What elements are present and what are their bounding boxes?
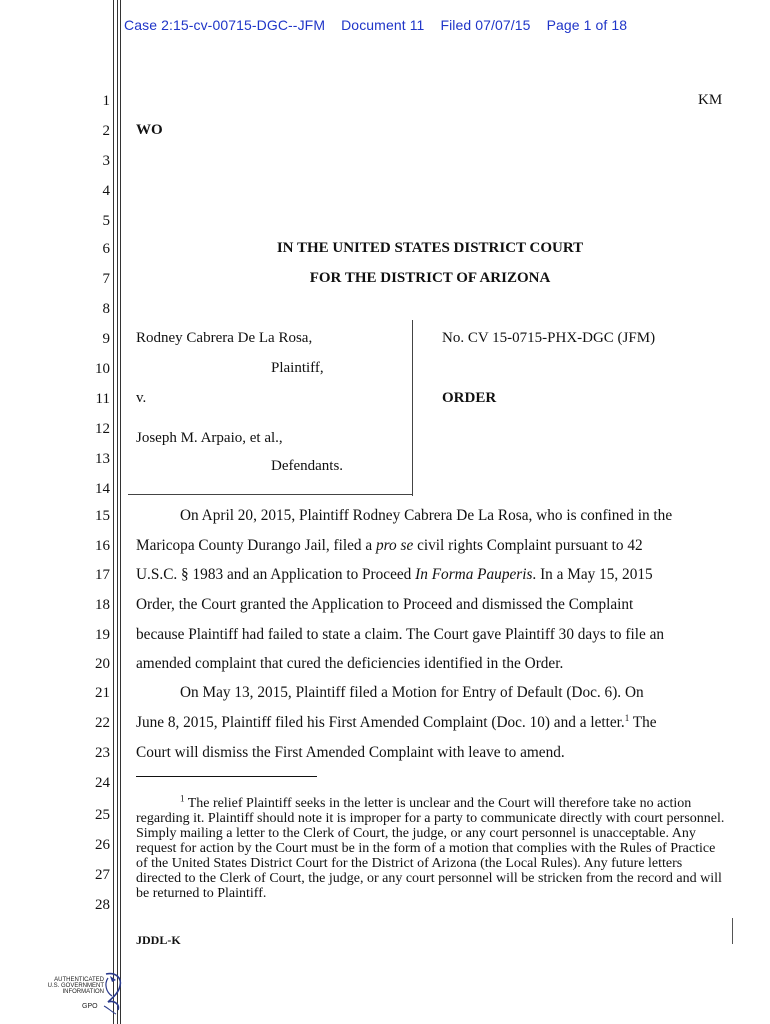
- text-run: The: [629, 714, 657, 731]
- line-number: 6: [102, 241, 110, 257]
- line-number: 15: [95, 508, 110, 524]
- line-number: 4: [102, 183, 110, 199]
- margin-rule: [117, 0, 118, 1024]
- footnote-reference[interactable]: 1: [624, 712, 630, 723]
- plaintiff-role: Plaintiff,: [271, 360, 324, 376]
- footnote: [136, 793, 730, 901]
- body-line: Court will dismiss the First Amended Complaint with leave to amend.: [136, 744, 565, 761]
- versus: v.: [136, 390, 147, 406]
- gpo-authentication-seal: [46, 970, 128, 1016]
- text-run: June 8, 2015, Plaintiff filed his First Amended Complaint (Doc. 10) and a letter.: [136, 714, 625, 731]
- line-number: 26: [95, 837, 110, 853]
- case-header: [124, 17, 639, 33]
- line-number: 13: [95, 451, 110, 467]
- case-no: No. CV 15-0715-PHX-DGC (JFM): [442, 330, 656, 346]
- line-number: 9: [102, 331, 110, 347]
- line-number: 22: [95, 715, 110, 731]
- seal-line: AUTHENTICATED: [54, 977, 104, 983]
- body-line: On May 13, 2015, Plaintiff filed a Motion for Entry of Default (Doc. 6). On: [180, 684, 644, 701]
- line-number: 18: [95, 597, 110, 613]
- seal-label: GPO: [82, 1003, 98, 1010]
- defendant-role: Defendants.: [271, 458, 344, 474]
- line-number: 14: [95, 481, 110, 497]
- text-run: . In a May 15, 2015: [532, 566, 653, 583]
- body-line: Order, the Court granted the Application to Proceed and dismissed the Complaint: [136, 596, 634, 613]
- line-number: 25: [95, 807, 110, 823]
- line-number: 2: [102, 123, 110, 139]
- caption-bracket-horizontal: [128, 494, 413, 495]
- footnote-divider: [136, 776, 317, 777]
- plaintiff-name: Rodney Cabrera De La Rosa,: [136, 330, 313, 346]
- court-district: FOR THE DISTRICT OF ARIZONA: [309, 270, 551, 286]
- caption-bracket-vertical: [412, 320, 413, 496]
- line-number: 21: [95, 685, 110, 701]
- line-number: 12: [95, 421, 110, 437]
- line-number: 24: [95, 775, 110, 791]
- line-number: 17: [95, 567, 110, 583]
- document-title: ORDER: [442, 390, 497, 406]
- line-number: 3: [102, 153, 110, 169]
- defendant-name: Joseph M. Arpaio, et al.,: [136, 430, 283, 446]
- wo-marker: WO: [136, 122, 163, 138]
- body-line: [136, 714, 657, 732]
- body-line: [136, 537, 643, 555]
- case-number: Case 2:15-cv-00715-DGC--JFM: [124, 17, 326, 33]
- line-number: 27: [95, 867, 110, 883]
- line-number: 7: [102, 271, 110, 287]
- line-number: 5: [102, 213, 110, 229]
- line-number: 23: [95, 745, 110, 761]
- seal-line: INFORMATION: [62, 989, 104, 995]
- text-run: U.S.C. § 1983 and an Application to Proceed: [136, 566, 416, 583]
- court-title: IN THE UNITED STATES DISTRICT COURT: [276, 240, 584, 256]
- margin-rule: [113, 0, 114, 1024]
- footnote-marker: 1: [180, 793, 185, 804]
- line-number: 1: [102, 93, 110, 109]
- body-line: On April 20, 2015, Plaintiff Rodney Cabrera De La Rosa, who is confined in the: [180, 507, 673, 524]
- line-number: 16: [95, 538, 110, 554]
- text-run: civil rights Complaint pursuant to 42: [413, 537, 643, 554]
- document-number: Document 11: [341, 17, 425, 33]
- seal-line: U.S. GOVERNMENT: [47, 983, 104, 989]
- italic-run: In Forma Pauperis: [415, 566, 533, 583]
- footer-code: JDDL-K: [136, 933, 181, 947]
- line-number: 20: [95, 656, 110, 672]
- line-number: 8: [102, 301, 110, 317]
- initials: KM: [698, 92, 723, 108]
- page-count: Page 1 of 18: [546, 17, 628, 33]
- body-line: [136, 566, 653, 584]
- line-number: 28: [95, 897, 110, 913]
- footnote-text: The relief Plaintiff seeks in the letter is unclear and the Court will therefore take no action regarding it. Plaintiff should note it is improper for a party to communicate directly with court personnel. Simply mailing a letter to the Clerk of Court, the judge, or any court personnel is unacceptable. Any request for action by the Court must be in the form of a motion that complies with the Rules of Practice of the United States District Court for the District of Arizona (the Local Rules). Any future letters directed to the Clerk of Court, the judge, or any court personnel will be stricken from the record and will be returned to Plaintiff.: [136, 796, 725, 901]
- line-number: 10: [95, 361, 110, 377]
- change-bar: [732, 918, 733, 944]
- line-number: 11: [95, 391, 110, 407]
- line-number: 19: [95, 627, 110, 643]
- filed-date: Filed 07/07/15: [440, 17, 531, 33]
- margin-rule: [120, 0, 121, 1024]
- body-line: because Plaintiff had failed to state a claim. The Court gave Plaintiff 30 days to file an: [136, 626, 665, 643]
- body-line: amended complaint that cured the deficiencies identified in the Order.: [136, 655, 564, 672]
- italic-run: pro se: [376, 537, 414, 554]
- text-run: Maricopa County Durango Jail, filed a: [136, 537, 377, 554]
